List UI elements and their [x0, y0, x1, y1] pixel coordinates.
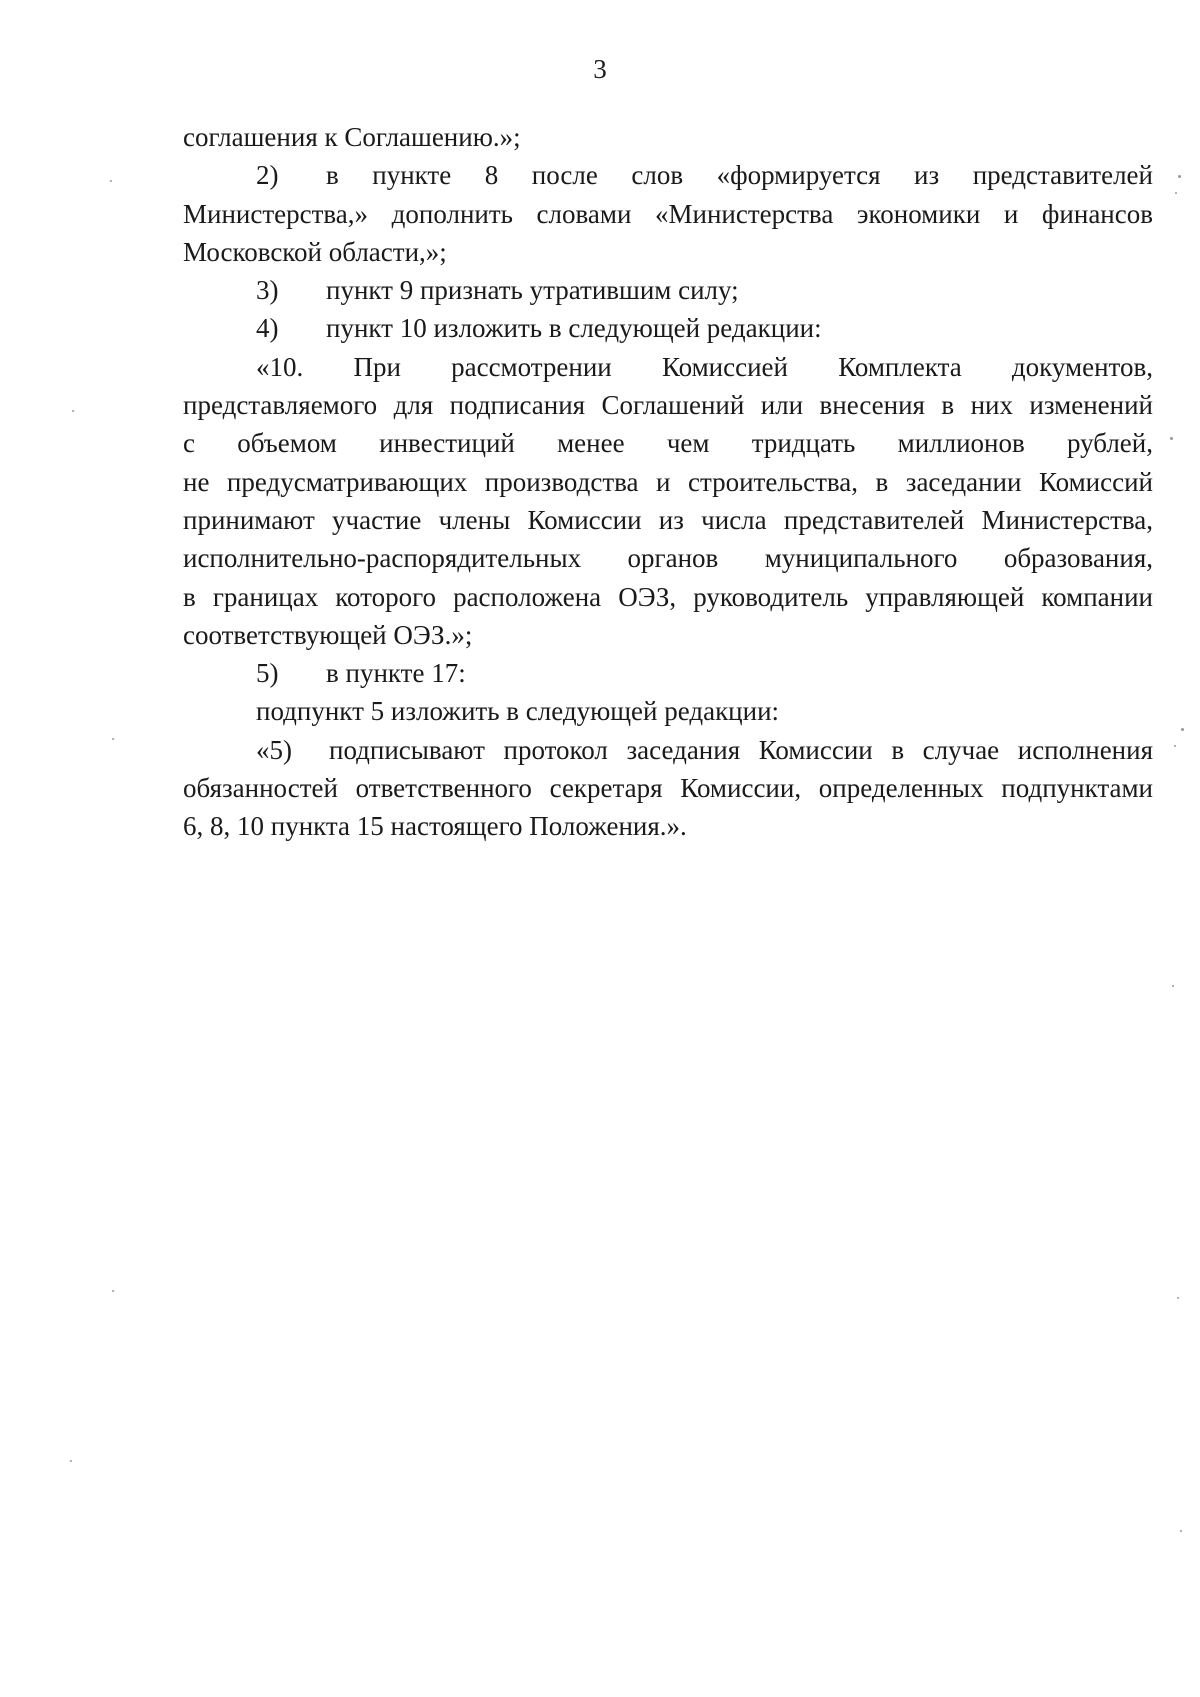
- list-item-number: 5): [256, 658, 279, 689]
- document-body: [183, 118, 1153, 846]
- list-item-text: пункт 10 изложить в следующей редакции:: [326, 313, 822, 344]
- quote-p10-line-2: представляемого для подписания Соглашений или внесения в них изменений: [183, 390, 1153, 421]
- text-line: соглашения к Соглашению.»;: [183, 122, 521, 152]
- list-item-2-line-3: Московской области,»;: [183, 236, 447, 267]
- scan-speck: [1180, 1530, 1182, 1532]
- list-item-number: 2): [256, 160, 279, 191]
- quote-p10-line-7: в границах которого расположена ОЭЗ, руководитель управляющей компании: [183, 581, 1153, 612]
- quote-p10-line-5: принимают участие члены Комиссии из числа представителей Министерства,: [183, 504, 1153, 535]
- list-item-4: [183, 309, 1153, 347]
- scan-speck: [1175, 192, 1177, 194]
- scan-speck: [1178, 175, 1181, 178]
- scan-speck: [70, 1460, 72, 1462]
- quote-p10-line-1: «10. При рассмотрении Комиссией Комплекта документов,: [256, 351, 1153, 382]
- quote-p10-line-6: исполнительно-распорядительных органов муниципального образования,: [183, 543, 1153, 574]
- scan-speck: [1172, 985, 1174, 987]
- list-item-number: 4): [256, 313, 279, 344]
- scan-speck: [1174, 745, 1176, 747]
- subitem-intro: подпункт 5 изложить в следующей редакции:: [256, 696, 780, 727]
- quote-sub5-line-3: 6, 8, 10 пункта 15 настоящего Положения.».: [183, 811, 687, 842]
- list-item-2-line-2: Министерства,» дополнить словами «Министерства экономики и финансов: [183, 198, 1153, 229]
- list-item-2-line-1: [183, 156, 1153, 194]
- quote-p10-line-8: соответствующей ОЭЗ.»;: [183, 619, 473, 650]
- list-item-text: пункт 9 признать утратившим силу;: [326, 275, 739, 306]
- list-item-3: [183, 271, 1153, 309]
- quote-sub5-line-2: обязанностей ответственного секретаря Комиссии, определенных подпунктами: [183, 773, 1153, 804]
- scan-speck: [112, 1290, 114, 1292]
- scan-speck: [1177, 1297, 1179, 1299]
- list-item-5: [183, 654, 1153, 692]
- list-item-text: в пункте 8 после слов «формируется из представителей: [326, 160, 1153, 191]
- scan-speck: [72, 410, 74, 412]
- scan-speck: [1170, 437, 1173, 440]
- quote-p10-line-3: с объемом инвестиций менее чем тридцать миллионов рублей,: [183, 428, 1153, 459]
- scan-speck: [110, 180, 112, 182]
- list-item-text: в пункте 17:: [326, 658, 466, 689]
- scan-speck: [112, 738, 114, 740]
- page-number: 3: [593, 54, 607, 84]
- list-item-number: «5): [256, 734, 292, 765]
- list-item-number: 3): [256, 275, 279, 306]
- scan-speck: [1181, 728, 1184, 731]
- quote-sub5-line-1: [183, 731, 1153, 769]
- list-item-text: подписывают протокол заседания Комиссии в случае исполнения: [329, 734, 1153, 765]
- quote-p10-line-4: не предусматривающих производства и строительства, в заседании Комиссий: [183, 466, 1153, 497]
